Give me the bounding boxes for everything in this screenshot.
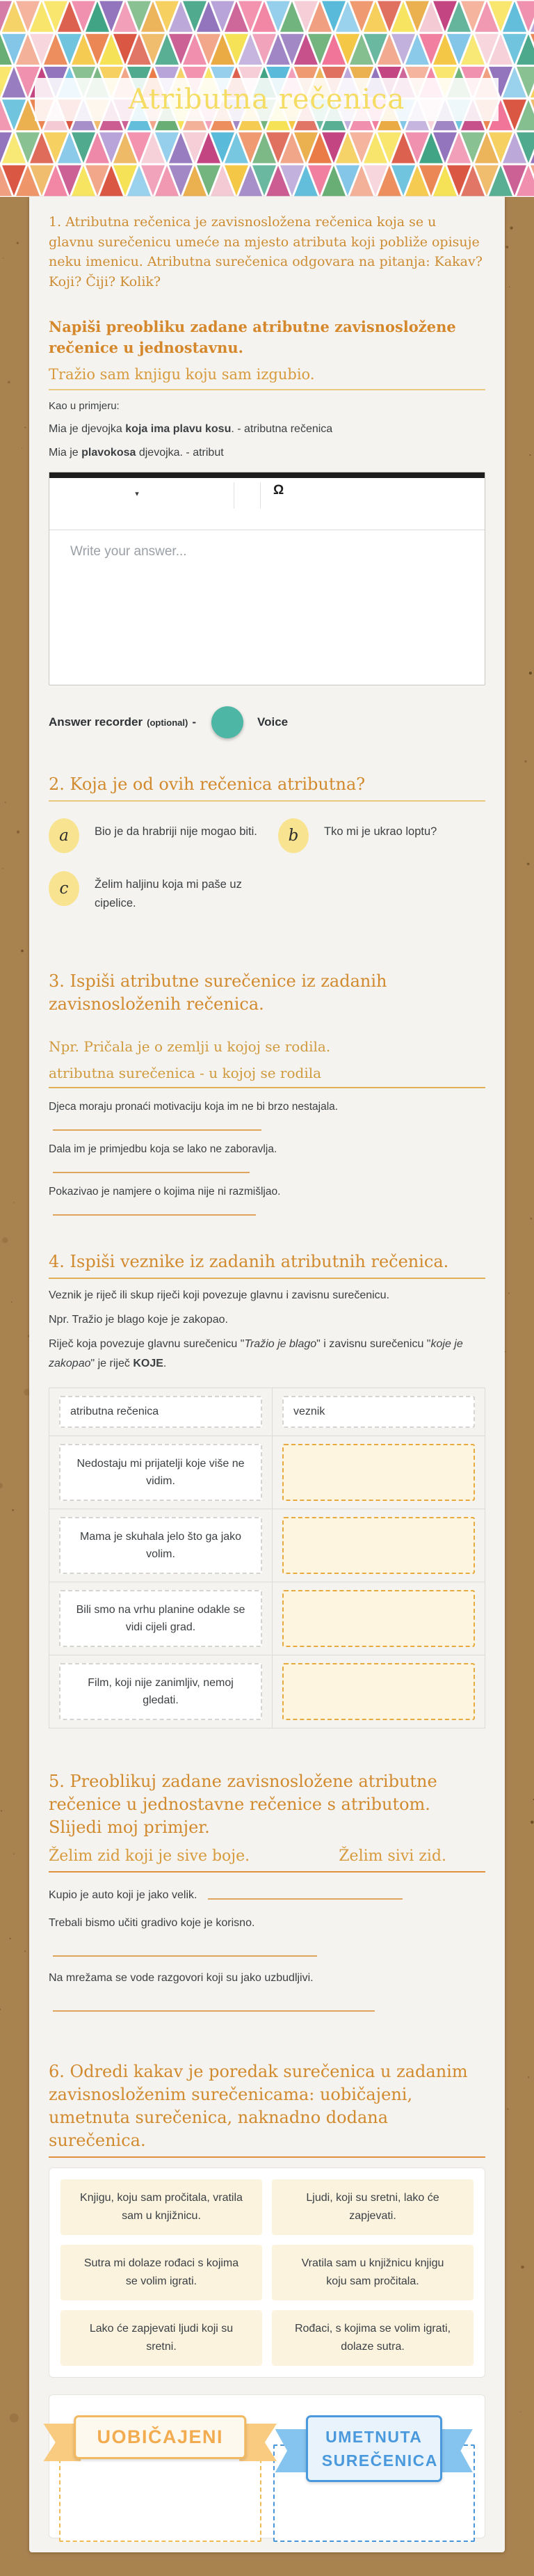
sentence-card[interactable]: Sutra mi dolaze rođaci s kojima se volim igrati. [60, 2245, 262, 2300]
table-row [273, 1436, 485, 1509]
table-row [273, 1582, 485, 1655]
example-2-post: djevojka. - atribut [136, 447, 223, 459]
example-line-1 [49, 423, 485, 436]
example-1-pre: Mia je djevojka [49, 423, 125, 435]
section5-item-1 [49, 1889, 485, 1902]
option-a[interactable] [49, 818, 278, 853]
explain-part: " je riječ [91, 1358, 134, 1369]
option-b[interactable] [278, 818, 485, 853]
answer-blank-line[interactable] [53, 1129, 261, 1131]
example-1-bold: koja ima plavu kosu [125, 423, 231, 435]
section4-explanation [49, 1335, 485, 1374]
section5-example-row [49, 1846, 485, 1867]
sortable-sentence-cards [49, 2168, 485, 2378]
dash-separator: - [192, 715, 196, 729]
section-divider [49, 2156, 485, 2158]
section-divider [49, 1278, 485, 1279]
answer-cell-3[interactable] [282, 1590, 475, 1647]
section5-example-right: Želim sivi zid. [339, 1846, 446, 1867]
table-header-cell [273, 1388, 485, 1436]
answer-blank-line[interactable] [53, 1214, 256, 1216]
section1-sentence: Tražio sam knjigu koju sam izgubio. [49, 364, 485, 385]
omega-icon: Ω [273, 483, 284, 498]
bin-label-umetnuta: UMETNUTA SUREČENICA [306, 2415, 442, 2482]
example-line-2 [49, 447, 485, 459]
section4-definition: Veznik je riječ ili skup riječi koji povezuje glavnu i zavisnu surečenicu. [49, 1287, 485, 1303]
editor-top-bar [49, 472, 485, 478]
voice-record-button[interactable] [211, 706, 243, 738]
veznik-table [49, 1388, 485, 1728]
answer-blank-line[interactable] [53, 2010, 375, 2012]
option-b-badge: b [278, 818, 309, 853]
header-box-veznik: veznik [282, 1396, 475, 1428]
section-divider [49, 389, 485, 390]
example-2-bold: plavokosa [81, 447, 136, 459]
answer-text-area[interactable] [49, 530, 485, 685]
section3-example-1: Npr. Pričala je o zemlji u kojoj se rodila. [49, 1037, 485, 1056]
section5-sentence-2: Trebali bismo učiti gradivo koje je korisno. [49, 1916, 485, 1930]
option-c-badge: c [49, 871, 79, 906]
section3-sentence-1: Djeca moraju pronaći motivaciju koja im ne bi brzo nestajala. [49, 1099, 485, 1114]
option-c[interactable] [49, 871, 278, 913]
sentence-cell-4: Film, koji nije zanimljiv, nemoj gledati. [59, 1663, 262, 1720]
table-row [49, 1509, 272, 1582]
explain-italic-2: koje je zakopao [49, 1338, 463, 1369]
example-2-pre: Mia je [49, 447, 81, 459]
table-row [49, 1436, 272, 1509]
explain-part: Riječ koja povezuje glavnu surečenicu " [49, 1338, 244, 1350]
toolbar-divider [260, 482, 261, 509]
table-row [49, 1655, 272, 1728]
section-divider [49, 1087, 485, 1088]
optional-label: (optional) [147, 717, 188, 728]
section6-heading: 6. Odredi kakav je poredak surečenica u zadanim zavisnosloženim surečenicama: uobičajeni, umetnuta surečenica, naknadno dodana surečenica. [49, 2060, 485, 2152]
option-b-text: Tko mi je ukrao loptu? [324, 822, 437, 841]
section5-sentence-3: Na mrežama se vode razgovori koji su jako uzbudljivi. [49, 1971, 485, 1985]
answer-blank-line[interactable] [53, 1955, 317, 1957]
sentence-card[interactable]: Rođaci, s kojima se volim igrati, dolaze sutra. [272, 2310, 474, 2366]
sentence-card[interactable]: Knjigu, koju sam pročitala, vratila sam u knjižnicu. [60, 2179, 262, 2235]
table-row [273, 1655, 485, 1728]
table-row [273, 1509, 485, 1582]
sentence-cell-3: Bili smo na vrhu planine odakle se vidi cijeli grad. [59, 1590, 262, 1647]
sentence-card[interactable]: Ljudi, koji su sretni, lako će zapjevati. [272, 2179, 474, 2235]
section-divider [49, 1871, 485, 1873]
answer-recorder-label: Answer recorder [49, 715, 143, 729]
section1-task: Napiši preobliku zadane atributne zavisnosložene rečenice u jednostavnu. [49, 317, 485, 358]
worksheet-title: Atributna rečenica [129, 84, 405, 116]
section5-example-left: Želim zid koji je sive boje. [49, 1846, 250, 1867]
header-box-sentence: atributna rečenica [59, 1396, 262, 1428]
option-a-badge: a [49, 818, 79, 853]
explain-part: " i zavisnu surečenicu " [316, 1338, 430, 1350]
section5-sentence-1: Kupio je auto koji je jako velik. [49, 1889, 197, 1902]
answer-blank-line[interactable] [53, 1172, 250, 1173]
answer-cell-4[interactable] [282, 1663, 475, 1720]
bin-label-uobicajeni: UOBIČAJENI [74, 2415, 246, 2459]
table-row [49, 1582, 272, 1655]
explain-bold-koje: KOJE [133, 1358, 163, 1369]
section3-sentence-3: Pokazivao je namjere o kojima nije ni razmišljao. [49, 1184, 485, 1199]
section3-heading: 3. Ispiši atributne surečenice iz zadanih zavisnosloženih rečenica. [49, 970, 485, 1016]
section-divider [49, 800, 485, 802]
section3-example-2: atributna surečenica - u kojoj se rodila [49, 1063, 485, 1083]
section3-sentence-2: Dala im je primjedbu koja se lako ne zaboravlja. [49, 1142, 485, 1156]
example-1-post: . - atributna rečenica [231, 423, 332, 435]
answer-recorder-row [49, 706, 485, 738]
sentence-cell-1: Nedostaju mi prijatelji koje više ne vidim. [59, 1444, 262, 1501]
option-c-text: Želim haljinu koja mi paše uz cipelice. [95, 875, 268, 913]
drop-zone-uobicajeni[interactable] [59, 2444, 261, 2542]
section1-intro: 1. Atributna rečenica je zavisnosložena rečenica koja se u glavnu surečenicu umeće na mjesto atributa koji pobliže opisuje neku imenicu. Atributna surečenica odgovara na pitanja: Kakav? Koji? Čiji? Kolik? [49, 212, 485, 292]
chevron-down-icon: ▾ [135, 490, 139, 498]
drop-zone-umetnuta-surecenica[interactable] [273, 2444, 476, 2542]
sorting-bins [49, 2394, 485, 2538]
explain-part: . [163, 1358, 166, 1369]
special-character-button[interactable] [269, 482, 288, 499]
sentence-card[interactable]: Vratila sam u knjižnicu knjigu koju sam pročitala. [272, 2245, 474, 2300]
answer-cell-1[interactable] [282, 1444, 475, 1501]
worksheet-card [29, 197, 505, 2552]
section2-heading: 2. Koja je od ovih rečenica atributna? [49, 773, 485, 796]
section5-heading: 5. Preoblikuj zadane zavisnosložene atributne rečenice u jednostavne rečenice s atributom. Slijedi moj primjer. [49, 1770, 485, 1839]
ribbon-banner-umetnuta [306, 2415, 442, 2482]
decorative-triangle-header [0, 0, 534, 197]
answer-placeholder: Write your answer... [70, 544, 187, 559]
sentence-cell-2: Mama je skuhala jelo što ga jako volim. [59, 1517, 262, 1574]
rich-text-editor [49, 472, 485, 685]
section4-example: Npr. Tražio je blago koje je zakopao. [49, 1312, 485, 1328]
editor-toolbar [49, 478, 485, 530]
voice-label: Voice [257, 715, 288, 729]
multiple-choice-options [49, 818, 485, 913]
paragraph-format-dropdown[interactable] [127, 485, 147, 502]
answer-cell-2[interactable] [282, 1517, 475, 1574]
ribbon-banner-uobicajeni [74, 2415, 246, 2459]
table-header-cell [49, 1388, 272, 1436]
explain-italic-1: Tražio je blago [244, 1338, 316, 1350]
example-label: Kao u primjeru: [49, 400, 485, 412]
answer-blank-line[interactable] [208, 1898, 403, 1900]
title-band [35, 78, 499, 121]
section4-heading: 4. Ispiši veznike iz zadanih atributnih rečenica. [49, 1250, 485, 1273]
sentence-card[interactable]: Lako će zapjevati ljudi koji su sretni. [60, 2310, 262, 2366]
option-a-text: Bio je da hrabriji nije mogao biti. [95, 822, 257, 841]
